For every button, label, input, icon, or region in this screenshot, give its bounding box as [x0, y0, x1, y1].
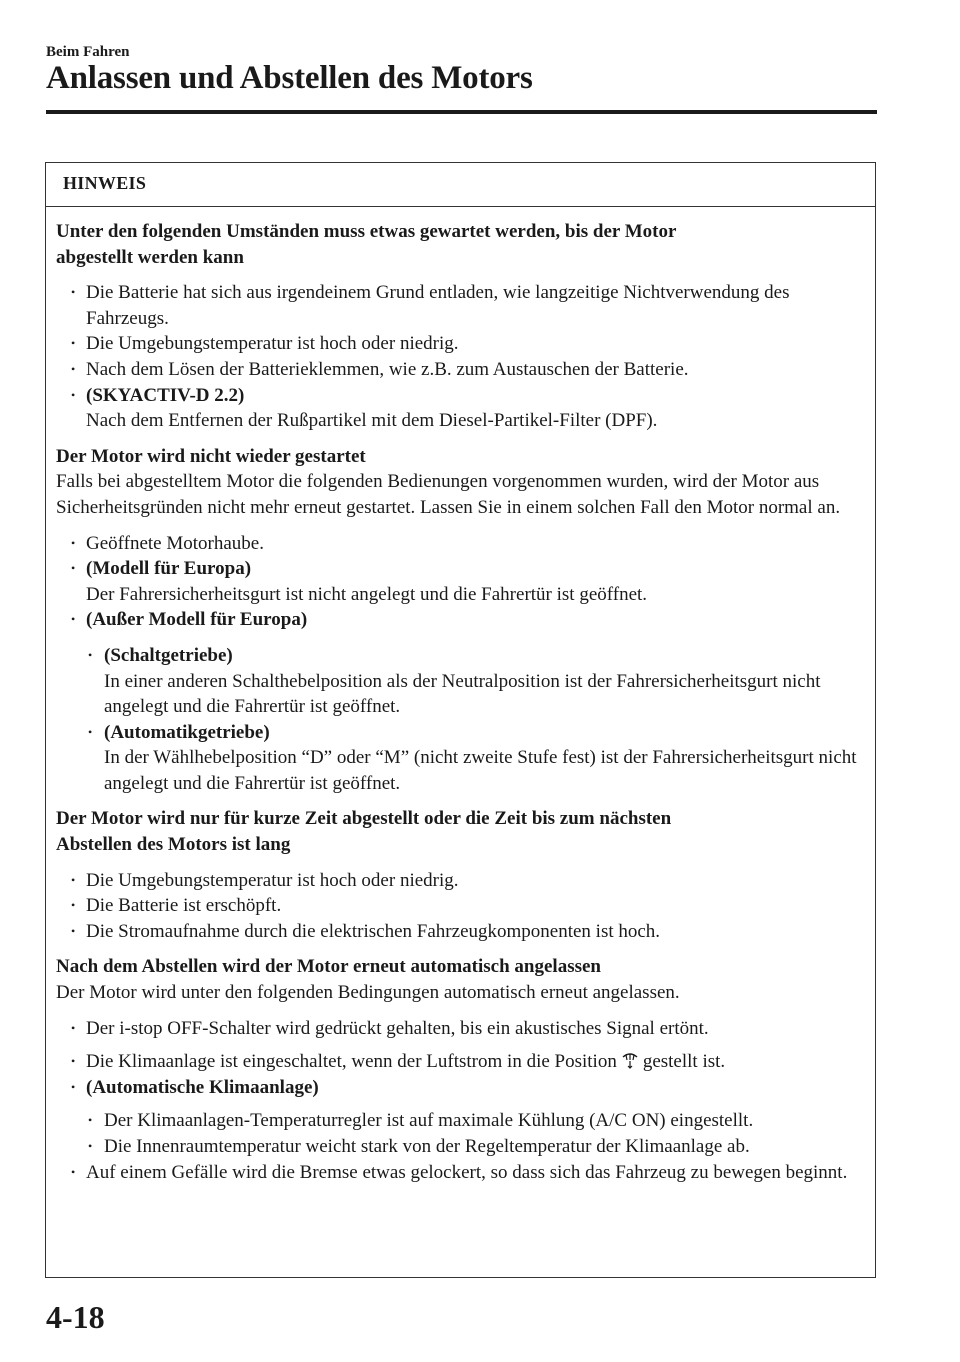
list-item: • Geöffnete Motorhaube. — [56, 531, 867, 557]
sublist-item: • Der Klimaanlagen-Temperaturregler ist auf maximale Kühlung (A/C ON) eingestellt. — [56, 1108, 867, 1134]
paragraph: Der Motor wird unter den folgenden Bedingungen automatisch erneut angelassen. — [56, 982, 680, 1004]
list-item: • Die Umgebungstemperatur ist hoch oder niedrig. — [56, 331, 867, 357]
list-item: • Nach dem Lösen der Batterieklemmen, wie z.B. zum Austauschen der Batterie. — [56, 357, 867, 383]
list-item-qualifier: • (Modell für Europa) — [86, 558, 252, 580]
list-item-text: In der Wählhebelposition “D” oder “M” (nicht zweite Stufe fest) ist der Fahrersicherheitsgurt nicht angelegt und die Fahrertür ist geöffnet. — [104, 747, 857, 794]
list-item: • Die Umgebungstemperatur ist hoch oder niedrig. — [56, 868, 867, 894]
list-item-text: Der Fahrersicherheitsgurt ist nicht angelegt und die Fahrertür ist geöffnet. — [86, 583, 648, 605]
page-number: 4-18 — [46, 1299, 105, 1335]
title-divider — [46, 110, 877, 114]
sublist-item — [56, 720, 867, 797]
list-item-qualifier: • (Schaltgetriebe) — [104, 644, 233, 666]
list-item: • Die Batterie hat sich aus irgendeinem Grund entladen, wie langzeitige Nichtverwendung des Fahrzeugs. — [56, 280, 867, 331]
short-stop-list — [56, 868, 867, 945]
wait-conditions-list — [56, 280, 867, 434]
list-item-text: Die Klimaanlage ist eingeschaltet, wenn der Luftstrom in die Position — [86, 1051, 617, 1073]
heading-line: Der Motor wird nur für kurze Zeit abgestellt oder die Zeit bis zum nächsten — [56, 808, 672, 830]
list-item: • Die Batterie ist erschöpft. — [56, 893, 867, 919]
list-item-text: gestellt ist. — [642, 1051, 726, 1073]
list-item-qualifier: • (Automatikgetriebe) — [104, 721, 270, 743]
heading-short-stop — [56, 806, 867, 857]
note-box — [45, 162, 876, 1278]
transmission-sublist — [56, 643, 867, 797]
list-item-qualifier: • (SKYACTIV-D 2.2) — [86, 384, 245, 406]
heading-wait-before-stop — [56, 219, 867, 270]
list-item — [56, 1075, 867, 1160]
sublist-item — [56, 643, 867, 720]
heading-line: Unter den folgenden Umständen muss etwas gewartet werden, bis der Motor — [56, 221, 677, 242]
defroster-icon — [621, 1051, 639, 1069]
page-title: Anlassen und Abstellen des Motors — [46, 60, 533, 96]
list-item: • Die Stromaufnahme durch die elektrischen Fahrzeugkomponenten ist hoch. — [56, 919, 867, 945]
heading-no-restart: Der Motor wird nicht wieder gestartet — [56, 445, 366, 467]
list-item — [56, 1049, 867, 1075]
list-item — [56, 383, 867, 434]
list-item: • Auf einem Gefälle wird die Bremse etwas gelockert, so dass sich das Fahrzeug zu bewegen beginnt. — [56, 1160, 867, 1186]
list-item-qualifier: • (Außer Modell für Europa) — [86, 609, 308, 631]
note-label: HINWEIS — [46, 163, 875, 207]
section-label: Beim Fahren — [46, 44, 130, 60]
auto-restart-list — [56, 1016, 867, 1186]
paragraph: Falls bei abgestelltem Motor die folgenden Bedienungen vorgenommen wurden, wird der Motor aus Sicherheitsgründen nicht mehr erneut gestartet. Lassen Sie in einem solchen Fall den Motor normal an. — [56, 471, 841, 518]
heading-auto-restart: Nach dem Abstellen wird der Motor erneut automatisch angelassen — [56, 956, 601, 978]
list-item — [56, 607, 867, 796]
heading-line: Abstellen des Motors ist lang — [56, 834, 291, 856]
auto-ac-sublist — [56, 1108, 867, 1159]
list-item: • Der i-stop OFF-Schalter wird gedrückt gehalten, bis ein akustisches Signal ertönt. — [56, 1016, 867, 1042]
list-item-qualifier: • (Automatische Klimaanlage) — [86, 1076, 319, 1098]
list-item-text: In einer anderen Schalthebelposition als der Neutralposition ist der Fahrersicherheitsgurt nicht angelegt und die Fahrertür ist geöffnet. — [104, 670, 821, 718]
heading-line: abgestellt werden kann — [56, 246, 244, 268]
list-item-text: Nach dem Entfernen der Rußpartikel mit dem Diesel-Partikel-Filter (DPF). — [86, 410, 658, 432]
note-body — [46, 207, 875, 1185]
sublist-item: • Die Innenraumtemperatur weicht stark von der Regeltemperatur der Klimaanlage ab. — [56, 1134, 867, 1160]
no-restart-list — [56, 531, 867, 797]
list-item — [56, 556, 867, 607]
